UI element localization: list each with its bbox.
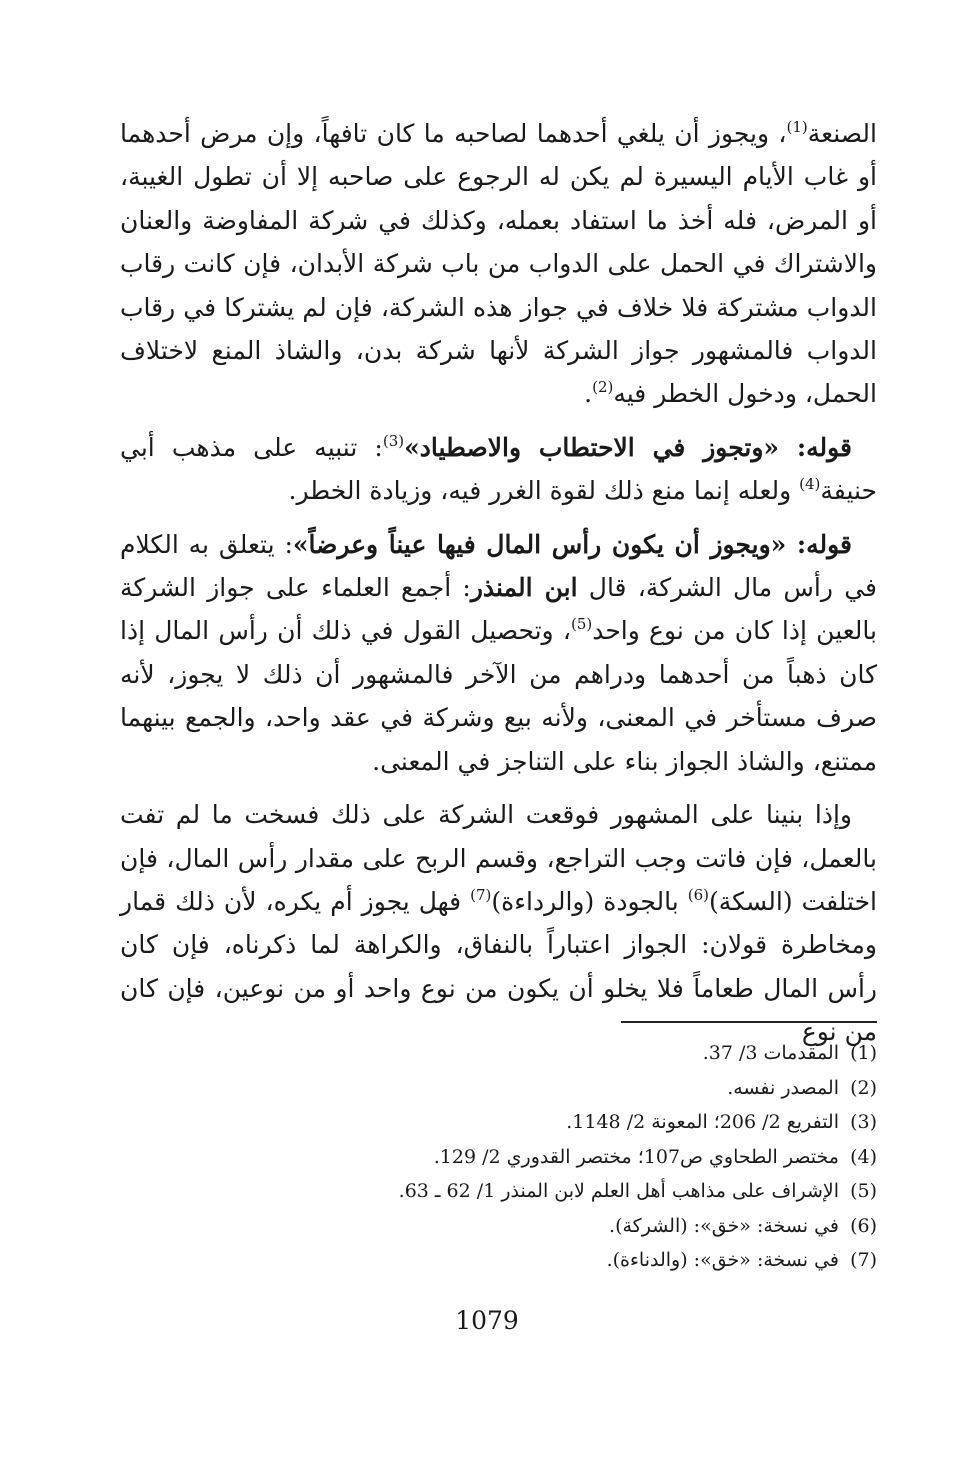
footnote-ref-2: (2) (592, 378, 614, 397)
footnote-6 (277, 1209, 877, 1244)
footnote-3 (277, 1105, 877, 1140)
text-run: الصنعة (807, 119, 877, 148)
footnote-ref-4: (4) (799, 475, 821, 494)
paragraph-4 (120, 793, 877, 1053)
author-name: ابن المنذر (470, 573, 578, 603)
text-run: بالجودة (والرداءة) (491, 886, 688, 916)
footnote-text: المصدر نفسه. (727, 1076, 839, 1099)
footnote-number: (4) (850, 1145, 877, 1168)
footnote-text: التفريع 2/ 206؛ المعونة 2/ 1148. (566, 1111, 839, 1133)
footnote-ref-5: (5) (570, 615, 593, 634)
paragraph-3 (120, 523, 877, 783)
footnote-2 (277, 1071, 877, 1106)
main-text (120, 112, 877, 1064)
footnote-ref-7: (7) (470, 885, 492, 904)
footnote-ref-1: (1) (786, 118, 808, 136)
text-run: وإذا بنينا على المشهور فوقعت الشركة على ذلك فسخت ما لم تفت بالعمل، فإن فاتت وجب التراجع، وقسم الربح على مقدار رأس المال، فإن اختلفت (السكة) (120, 800, 877, 916)
text-run: . (584, 379, 593, 409)
footnote-text: مختصر الطحاوي ص107؛ مختصر القدوري 2/ 129. (433, 1145, 839, 1168)
footnote-5 (277, 1174, 877, 1209)
footnote-text: في نسخة: «خق»: (والدناءة). (606, 1249, 839, 1271)
text-run: ، وتحصيل القول في ذلك أن رأس المال إذا كان ذهباً من أحدهما ودراهم من الآخر فالمشهور أن ذلك لا يجوز، لأنه صرف مستأخر في المعنى، ولأنه بيع وشركة في عقد واحد، والجمع بينهما ممتنع، والشاذ الجواز بناء على التناجز في المعنى. (120, 616, 877, 776)
footnote-1 (277, 1036, 877, 1071)
text-run: : تنبيه على مذهب أبي حنيفة (120, 432, 877, 506)
footnote-number: (3) (850, 1111, 877, 1133)
footnote-7 (277, 1243, 877, 1278)
footnote-divider (621, 1021, 877, 1023)
text-run: : أجمع العلماء على جواز الشركة بالعين إذا كان من نوع واحد (120, 573, 877, 646)
footnote-text: في نسخة: «خق»: (الشركة). (609, 1214, 839, 1237)
footnote-number: (5) (850, 1180, 877, 1202)
footnote-4 (277, 1140, 877, 1175)
text-run: ، ويجوز أن يلغي أحدهما لصاحبه ما كان تافهاً، وإن مرض أحدهما أو غاب الأيام اليسيرة لم يكن له الرجوع على صاحبه إلا أن تطول الغيبة، أو المرض، فله أخذ ما استفاد بعمله، وكذلك في شركة المفاوضة والعنان والاشتراك في الحمل على الدواب من باب شركة الأبدان، فإن كانت رقاب الدواب مشتركة فلا خلاف في جواز هذه الشركة، فإن لم يشتركا في رقاب الدواب فالمشهور جواز الشركة لأنها شركة بدن، والشاذ المنع لاختلاف الحمل، ودخول الخطر فيه (120, 119, 877, 409)
text-run: ولعله إنما منع ذلك لقوة الغرر فيه، وزيادة الخطر. (288, 476, 800, 506)
footnote-ref-3: (3) (382, 431, 405, 450)
footnote-text: المقدمات 3/ 37. (702, 1042, 839, 1064)
quoted-heading: قوله: «ويجوز أن يكون رأس المال فيها عيناً وعرضاً» (292, 529, 853, 559)
page-number: 1079 (455, 1306, 519, 1335)
paragraph-1 (120, 112, 877, 416)
text-run: : يتعلق به الكلام في رأس مال الشركة، قال (120, 529, 877, 603)
footnotes-list (277, 1036, 877, 1278)
footnote-number: (6) (850, 1214, 877, 1237)
paragraph-2 (120, 426, 877, 513)
footnote-text: الإشراف على مذاهب أهل العلم لابن المنذر 1/ 62 ـ 63. (398, 1180, 839, 1202)
footnote-ref-6: (6) (687, 885, 709, 904)
quoted-heading: قوله: «وتجوز في الاحتطاب والاصطياد» (404, 432, 852, 462)
text-run: فهل يجوز أم يكره، لأن ذلك قمار ومخاطرة قولان: الجواز اعتباراً بالنفاق، والكراهة لما ذكرناه، فإن كان رأس المال طعاماً فلا يخلو أن يكون من نوع واحد أو من نوعين، فإن كان من نوع (120, 886, 877, 1047)
footnote-number: (7) (850, 1249, 877, 1271)
footnote-number: (2) (850, 1076, 877, 1099)
footnote-number: (1) (850, 1042, 877, 1064)
